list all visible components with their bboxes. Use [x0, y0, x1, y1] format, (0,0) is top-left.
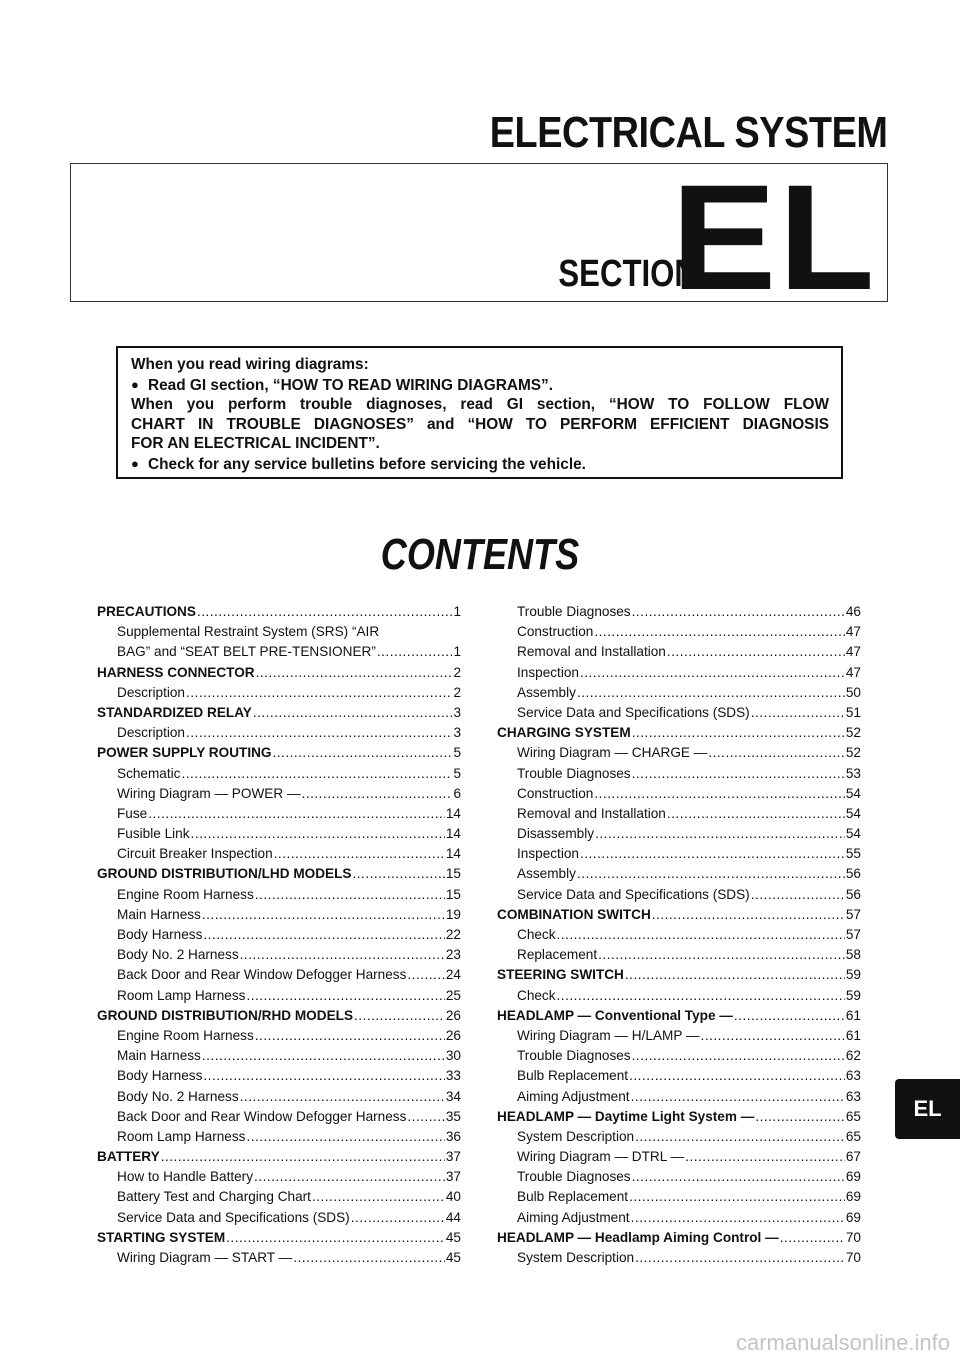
- toc-subentry[interactable]: [497, 1087, 861, 1107]
- toc-entry-label: CHARGING SYSTEM: [497, 725, 631, 741]
- toc-entry-label: HEADLAMP — Daytime Light System —: [497, 1108, 755, 1124]
- toc-entry-label: Assembly: [517, 684, 576, 700]
- toc-leader-dots: [354, 1006, 445, 1026]
- toc-leader-dots: [632, 1046, 845, 1066]
- toc-entry-label: Description: [117, 725, 185, 741]
- toc-entry-label: Bulb Replacement: [517, 1189, 629, 1205]
- toc-subentry[interactable]: [497, 764, 861, 784]
- toc-leader-dots: [751, 885, 845, 905]
- toc-subentry[interactable]: [97, 642, 461, 662]
- toc-page-number: 2: [453, 664, 461, 680]
- toc-section-entry[interactable]: [497, 1107, 861, 1127]
- toc-page-number: 15: [445, 886, 461, 902]
- toc-entry-label: Engine Room Harness: [117, 1027, 254, 1043]
- toc-subentry[interactable]: [497, 1187, 861, 1207]
- toc-subentry[interactable]: [497, 864, 861, 884]
- toc-page-number: 56: [845, 886, 861, 902]
- toc-leader-dots: [595, 824, 845, 844]
- notice-line: When you perform trouble diagnoses, read GI section, “HOW TO FOLLOW FLOW: [131, 396, 829, 413]
- toc-section-entry[interactable]: [97, 864, 461, 884]
- toc-subentry[interactable]: [497, 1167, 861, 1187]
- notice-line: CHART IN TROUBLE DIAGNOSES” and “HOW TO PERFORM EFFICIENT DIAGNOSIS: [131, 415, 829, 433]
- toc-entry-label: STARTING SYSTEM: [97, 1229, 226, 1245]
- toc-leader-dots: [632, 723, 845, 743]
- toc-leader-dots: [635, 1127, 845, 1147]
- toc-page-number: 57: [845, 927, 861, 942]
- toc-subentry[interactable]: [497, 683, 861, 703]
- toc-leader-dots: [254, 1167, 445, 1187]
- toc-leader-dots: [161, 1147, 445, 1167]
- toc-page-number: 59: [845, 987, 861, 1003]
- toc-entry-label: Trouble Diagnoses: [517, 765, 631, 781]
- toc-subentry[interactable]: [97, 1187, 461, 1207]
- toc-leader-dots: [351, 1208, 445, 1228]
- contents-heading: CONTENTS: [380, 530, 580, 579]
- toc-subentry[interactable]: [497, 642, 861, 662]
- toc-page-number: 35: [445, 1108, 461, 1124]
- toc-subentry[interactable]: [497, 1046, 861, 1066]
- toc-entry-label: Main Harness: [117, 1048, 201, 1064]
- toc-leader-dots: [734, 1006, 845, 1026]
- toc-page-number: 23: [445, 947, 461, 963]
- toc-leader-dots: [186, 723, 452, 743]
- toc-page-number: 26: [445, 1027, 461, 1043]
- toc-entry-label: BATTERY: [97, 1149, 160, 1165]
- toc-entry-label: Construction: [517, 785, 594, 801]
- toc-entry-label: Check: [517, 927, 556, 942]
- toc-leader-dots: [632, 1167, 845, 1187]
- toc-leader-dots: [631, 1087, 845, 1107]
- toc-subentry[interactable]: [97, 784, 461, 804]
- toc-leader-dots: [598, 945, 845, 965]
- toc-page-number: 44: [445, 1209, 461, 1225]
- toc-page-number: 24: [445, 967, 461, 983]
- toc-entry-label: Inspection: [517, 846, 579, 862]
- bullet-icon: ●: [131, 455, 139, 471]
- toc-entry-label: How to Handle Battery: [117, 1169, 254, 1185]
- toc-subentry[interactable]: [497, 844, 861, 864]
- toc-leader-dots: [632, 602, 845, 622]
- toc-entry-label: System Description: [517, 1250, 635, 1265]
- toc-page-number: 45: [445, 1229, 461, 1245]
- toc-subentry[interactable]: [497, 1127, 861, 1147]
- toc-entry-label: Inspection: [517, 664, 579, 680]
- toc-page-number: 34: [445, 1088, 461, 1104]
- toc-leader-dots: [246, 986, 444, 1006]
- toc-entry-label: Back Door and Rear Window Defogger Harness: [117, 1108, 407, 1124]
- toc-section-entry[interactable]: [497, 1006, 861, 1026]
- toc-entry-label: Wiring Diagram — CHARGE —: [517, 745, 708, 761]
- toc-page-number: 58: [845, 947, 861, 963]
- toc-leader-dots: [272, 743, 452, 763]
- toc-leader-dots: [577, 864, 845, 884]
- toc-leader-dots: [302, 784, 453, 804]
- toc-leader-dots: [353, 864, 445, 884]
- toc-page-number: 1: [453, 604, 461, 619]
- toc-subentry[interactable]: [97, 1167, 461, 1187]
- toc-subentry[interactable]: [97, 1087, 461, 1107]
- toc-subentry[interactable]: [97, 1208, 461, 1228]
- toc-leader-dots: [780, 1228, 845, 1248]
- toc-entry-label: Wiring Diagram — H/LAMP —: [517, 1027, 700, 1043]
- toc-leader-dots: [274, 844, 445, 864]
- toc-entry-label: POWER SUPPLY ROUTING: [97, 745, 272, 761]
- toc-leader-dots: [148, 804, 445, 824]
- toc-leader-dots: [557, 986, 845, 1006]
- toc-page-number: 63: [845, 1088, 861, 1104]
- toc-page-number: 6: [453, 785, 461, 801]
- toc-entry-label: Body Harness: [117, 927, 203, 942]
- toc-page-number: 67: [845, 1149, 861, 1165]
- toc-section-entry[interactable]: [97, 703, 461, 723]
- toc-page-number: 70: [845, 1229, 861, 1245]
- toc-entry-label: Assembly: [517, 866, 576, 882]
- toc-leader-dots: [594, 622, 845, 642]
- toc-page-number: 59: [845, 967, 861, 983]
- toc-leader-dots: [202, 905, 445, 925]
- toc-subentry[interactable]: [97, 965, 461, 985]
- toc-entry-label: Disassembly: [517, 826, 595, 842]
- toc-leader-dots: [629, 1066, 845, 1086]
- toc-page-number: 3: [453, 725, 461, 741]
- toc-subentry[interactable]: [497, 925, 861, 945]
- toc-page-number: 69: [845, 1189, 861, 1205]
- toc-subentry[interactable]: [497, 986, 861, 1006]
- toc-page-number: 47: [845, 644, 861, 660]
- toc-subentry[interactable]: [497, 784, 861, 804]
- toc-section-entry[interactable]: [97, 1006, 461, 1026]
- toc-leader-dots: [255, 1026, 445, 1046]
- toc-leader-dots: [755, 1107, 845, 1127]
- toc-subentry[interactable]: [497, 663, 861, 683]
- toc-page-number: 46: [845, 604, 861, 619]
- notice-line: FOR AN ELECTRICAL INCIDENT”.: [131, 435, 380, 452]
- toc-section-entry[interactable]: [497, 965, 861, 985]
- toc-entry-label: HEADLAMP — Headlamp Aiming Control —: [497, 1229, 779, 1245]
- toc-entry-label: Check: [517, 987, 556, 1003]
- toc-section-entry[interactable]: [497, 723, 861, 743]
- toc-subentry[interactable]: [97, 1046, 461, 1066]
- toc-leader-dots: [667, 804, 845, 824]
- toc-leader-dots: [255, 885, 445, 905]
- toc-page-number: 36: [445, 1128, 461, 1144]
- toc-subentry[interactable]: [97, 844, 461, 864]
- toc-subentry[interactable]: [497, 804, 861, 824]
- toc-leader-dots: [751, 703, 845, 723]
- toc-leader-dots: [293, 1248, 445, 1268]
- toc-page-number: 14: [445, 846, 461, 862]
- toc-page-number: 5: [453, 745, 461, 761]
- toc-page-number: 25: [445, 987, 461, 1003]
- toc-entry-label: Fusible Link: [117, 826, 190, 842]
- toc-entry-label: Bulb Replacement: [517, 1068, 629, 1084]
- toc-subentry[interactable]: [97, 986, 461, 1006]
- toc-leader-dots: [629, 1187, 845, 1207]
- toc-entry-label: HARNESS CONNECTOR: [97, 664, 255, 680]
- toc-leader-dots: [594, 784, 845, 804]
- toc-leader-dots: [632, 764, 845, 784]
- toc-subentry[interactable]: [497, 1026, 861, 1046]
- toc-entry-label: Body No. 2 Harness: [117, 947, 239, 963]
- toc-page-number: 69: [845, 1169, 861, 1185]
- toc-page-number: 19: [445, 906, 461, 922]
- toc-section-entry[interactable]: [97, 1147, 461, 1167]
- toc-leader-dots: [181, 764, 452, 784]
- toc-leader-dots: [203, 925, 444, 945]
- notice-line: Read GI section, “HOW TO READ WIRING DIAGRAMS”.: [148, 376, 554, 394]
- toc-entry-label: Wiring Diagram — START —: [117, 1250, 293, 1265]
- toc-subentry[interactable]: [97, 885, 461, 905]
- toc-entry-label: STEERING SWITCH: [497, 967, 624, 983]
- toc-leader-dots: [240, 1087, 445, 1107]
- toc-leader-dots: [577, 683, 845, 703]
- toc-leader-dots: [407, 965, 444, 985]
- toc-column-right: [497, 602, 861, 1268]
- toc-entry-label: STANDARDIZED RELAY: [97, 704, 252, 720]
- toc-page-number: 26: [445, 1007, 461, 1023]
- toc-subentry[interactable]: [497, 945, 861, 965]
- toc-leader-dots: [631, 1208, 845, 1228]
- toc-leader-dots: [226, 1228, 445, 1248]
- toc-subentry[interactable]: [497, 1147, 861, 1167]
- toc-page-number: 47: [845, 664, 861, 680]
- toc-section-entry[interactable]: [97, 1228, 461, 1248]
- section-label: SECTION: [558, 253, 697, 295]
- toc-subentry[interactable]: [97, 764, 461, 784]
- toc-page-number: 1: [453, 644, 461, 660]
- toc-page-number: 14: [445, 826, 461, 842]
- toc-page-number: 52: [845, 745, 861, 761]
- toc-page-number: 40: [445, 1189, 461, 1205]
- toc-page-number: 50: [845, 684, 861, 700]
- toc-page-number: 61: [845, 1027, 861, 1043]
- toc-page-number: 30: [445, 1048, 461, 1064]
- toc-leader-dots: [652, 905, 845, 925]
- toc-entry-label: GROUND DISTRIBUTION/LHD MODELS: [97, 866, 352, 882]
- toc-leader-dots: [407, 1107, 444, 1127]
- toc-section-entry[interactable]: [97, 743, 461, 763]
- toc-subentry[interactable]: [97, 824, 461, 844]
- toc-page-number: 22: [445, 927, 461, 942]
- toc-entry-label: Removal and Installation: [517, 805, 666, 821]
- toc-entry-label: Service Data and Specifications (SDS): [117, 1209, 350, 1225]
- toc-entry-label: Description: [117, 684, 185, 700]
- toc-page-number: 55: [845, 846, 861, 862]
- toc-entry-label: Schematic: [117, 765, 181, 781]
- toc-column-left: [97, 602, 461, 1268]
- toc-page-number: 2: [453, 684, 461, 700]
- toc-entry-label: Removal and Installation: [517, 644, 666, 660]
- toc-entry-label: System Description: [517, 1128, 635, 1144]
- toc-section-entry[interactable]: [497, 1228, 861, 1248]
- toc-leader-dots: [635, 1248, 845, 1268]
- toc-entry-label: COMBINATION SWITCH: [497, 906, 651, 922]
- toc-page-number: 54: [845, 785, 861, 801]
- toc-entry-label: Wiring Diagram — POWER —: [117, 785, 301, 801]
- toc-entry-label: Wiring Diagram — DTRL —: [517, 1149, 685, 1165]
- toc-page-number: 47: [845, 624, 861, 640]
- notice-bullet-line: [131, 375, 829, 396]
- toc-leader-dots: [625, 965, 845, 985]
- toc-page-number: 62: [845, 1048, 861, 1064]
- toc-section-entry[interactable]: [97, 663, 461, 683]
- wiring-notice-box: [116, 346, 843, 479]
- toc-entry-label: Body Harness: [117, 1068, 203, 1084]
- toc-subentry[interactable]: [97, 925, 461, 945]
- toc-leader-dots: [246, 1127, 444, 1147]
- toc-subentry[interactable]: [97, 1066, 461, 1086]
- toc-leader-dots: [701, 1026, 845, 1046]
- toc-page-number: 63: [845, 1068, 861, 1084]
- toc-subentry[interactable]: [97, 905, 461, 925]
- toc-page-number: 56: [845, 866, 861, 882]
- toc-entry-label: Battery Test and Charging Chart: [117, 1189, 311, 1205]
- toc-leader-dots: [667, 642, 845, 662]
- watermark: carmanualsonline.info: [735, 1330, 950, 1355]
- toc-leader-dots: [186, 683, 452, 703]
- toc-entry-label: Fuse: [117, 805, 148, 821]
- toc-section-entry[interactable]: [97, 602, 461, 622]
- toc-entry-label: Back Door and Rear Window Defogger Harness: [117, 967, 407, 983]
- toc-page-number: 37: [445, 1149, 461, 1165]
- toc-leader-dots: [256, 663, 453, 683]
- notice-line: When you read wiring diagrams:: [131, 356, 369, 373]
- toc-page-number: 54: [845, 826, 861, 842]
- toc-entry-label: PRECAUTIONS: [97, 604, 196, 619]
- toc-entry-label: Supplemental Restraint System (SRS) “AIR: [117, 624, 380, 640]
- toc-entry-label: BAG” and “SEAT BELT PRE-TENSIONER”: [117, 644, 376, 660]
- section-code: EL: [671, 153, 877, 321]
- toc-subentry[interactable]: [497, 703, 861, 723]
- toc-entry-label: Trouble Diagnoses: [517, 604, 631, 619]
- toc-entry-label: Room Lamp Harness: [117, 987, 246, 1003]
- toc-page-number: 37: [445, 1169, 461, 1185]
- toc-subentry[interactable]: [97, 683, 461, 703]
- page-title: ELECTRICAL SYSTEM: [490, 108, 888, 157]
- toc-subentry[interactable]: [497, 743, 861, 763]
- toc-subentry[interactable]: [497, 1248, 861, 1268]
- toc-page-number: 14: [445, 805, 461, 821]
- toc-leader-dots: [202, 1046, 445, 1066]
- toc-entry-label: Body No. 2 Harness: [117, 1088, 239, 1104]
- toc-subentry[interactable]: [497, 1066, 861, 1086]
- toc-entry-label: Trouble Diagnoses: [517, 1048, 631, 1064]
- toc-subentry[interactable]: [97, 622, 461, 642]
- toc-entry-label: Construction: [517, 624, 594, 640]
- toc-subentry[interactable]: [97, 723, 461, 743]
- toc-subentry[interactable]: [497, 824, 861, 844]
- toc-subentry[interactable]: [97, 804, 461, 824]
- toc-entry-label: Replacement: [517, 947, 598, 963]
- notice-line: Check for any service bulletins before servicing the vehicle.: [148, 455, 586, 473]
- toc-subentry[interactable]: [97, 1127, 461, 1147]
- toc-subentry[interactable]: [97, 1107, 461, 1127]
- toc-subentry[interactable]: [497, 1208, 861, 1228]
- toc-entry-label: Circuit Breaker Inspection: [117, 846, 273, 862]
- toc-page-number: 61: [845, 1007, 861, 1023]
- toc-section-entry[interactable]: [497, 905, 861, 925]
- toc-page-number: 65: [845, 1108, 861, 1124]
- toc-leader-dots: [312, 1187, 445, 1207]
- toc-entry-label: Aiming Adjustment: [517, 1088, 630, 1104]
- toc-page-number: 65: [845, 1128, 861, 1144]
- toc-page-number: 51: [845, 704, 861, 720]
- bullet-icon: ●: [131, 376, 139, 392]
- toc-page-number: 57: [845, 906, 861, 922]
- toc-leader-dots: [708, 743, 845, 763]
- toc-leader-dots: [240, 945, 445, 965]
- toc-leader-dots: [253, 703, 453, 723]
- notice-bullet-line: [131, 454, 829, 475]
- toc-subentry[interactable]: [497, 622, 861, 642]
- toc-entry-label: Service Data and Specifications (SDS): [517, 886, 750, 902]
- toc-leader-dots: [191, 824, 445, 844]
- toc-subentry[interactable]: [97, 1248, 461, 1268]
- toc-subentry[interactable]: [97, 945, 461, 965]
- toc-subentry[interactable]: [497, 885, 861, 905]
- toc-page-number: 15: [445, 866, 461, 882]
- toc-page-number: 33: [445, 1068, 461, 1084]
- toc-leader-dots: [197, 602, 452, 622]
- section-banner: [70, 153, 888, 321]
- toc-entry-label: Service Data and Specifications (SDS): [517, 704, 750, 720]
- toc-page-number: 69: [845, 1209, 861, 1225]
- toc-leader-dots: [557, 925, 845, 945]
- section-index-tab[interactable]: EL: [895, 1079, 960, 1139]
- toc-entry-label: Aiming Adjustment: [517, 1209, 630, 1225]
- toc-page-number: 53: [845, 765, 861, 781]
- toc-subentry[interactable]: [497, 602, 861, 622]
- toc-leader-dots: [203, 1066, 444, 1086]
- toc-page-number: 52: [845, 725, 861, 741]
- toc-page-number: 54: [845, 805, 861, 821]
- toc-entry-label: Main Harness: [117, 906, 201, 922]
- toc-page-number: 3: [453, 704, 461, 720]
- toc-page-number: 70: [845, 1250, 861, 1265]
- toc-subentry[interactable]: [97, 1026, 461, 1046]
- toc-page-number: 45: [445, 1250, 461, 1265]
- toc-leader-dots: [580, 663, 845, 683]
- toc-entry-label: Room Lamp Harness: [117, 1128, 246, 1144]
- toc-leader-dots: [580, 844, 845, 864]
- toc-entry-label: Trouble Diagnoses: [517, 1169, 631, 1185]
- toc-leader-dots: [377, 642, 453, 662]
- toc-page-number: 5: [453, 765, 461, 781]
- toc-entry-label: HEADLAMP — Conventional Type —: [497, 1007, 733, 1023]
- toc-entry-label: Engine Room Harness: [117, 886, 254, 902]
- toc-entry-label: GROUND DISTRIBUTION/RHD MODELS: [97, 1007, 354, 1023]
- toc-leader-dots: [685, 1147, 845, 1167]
